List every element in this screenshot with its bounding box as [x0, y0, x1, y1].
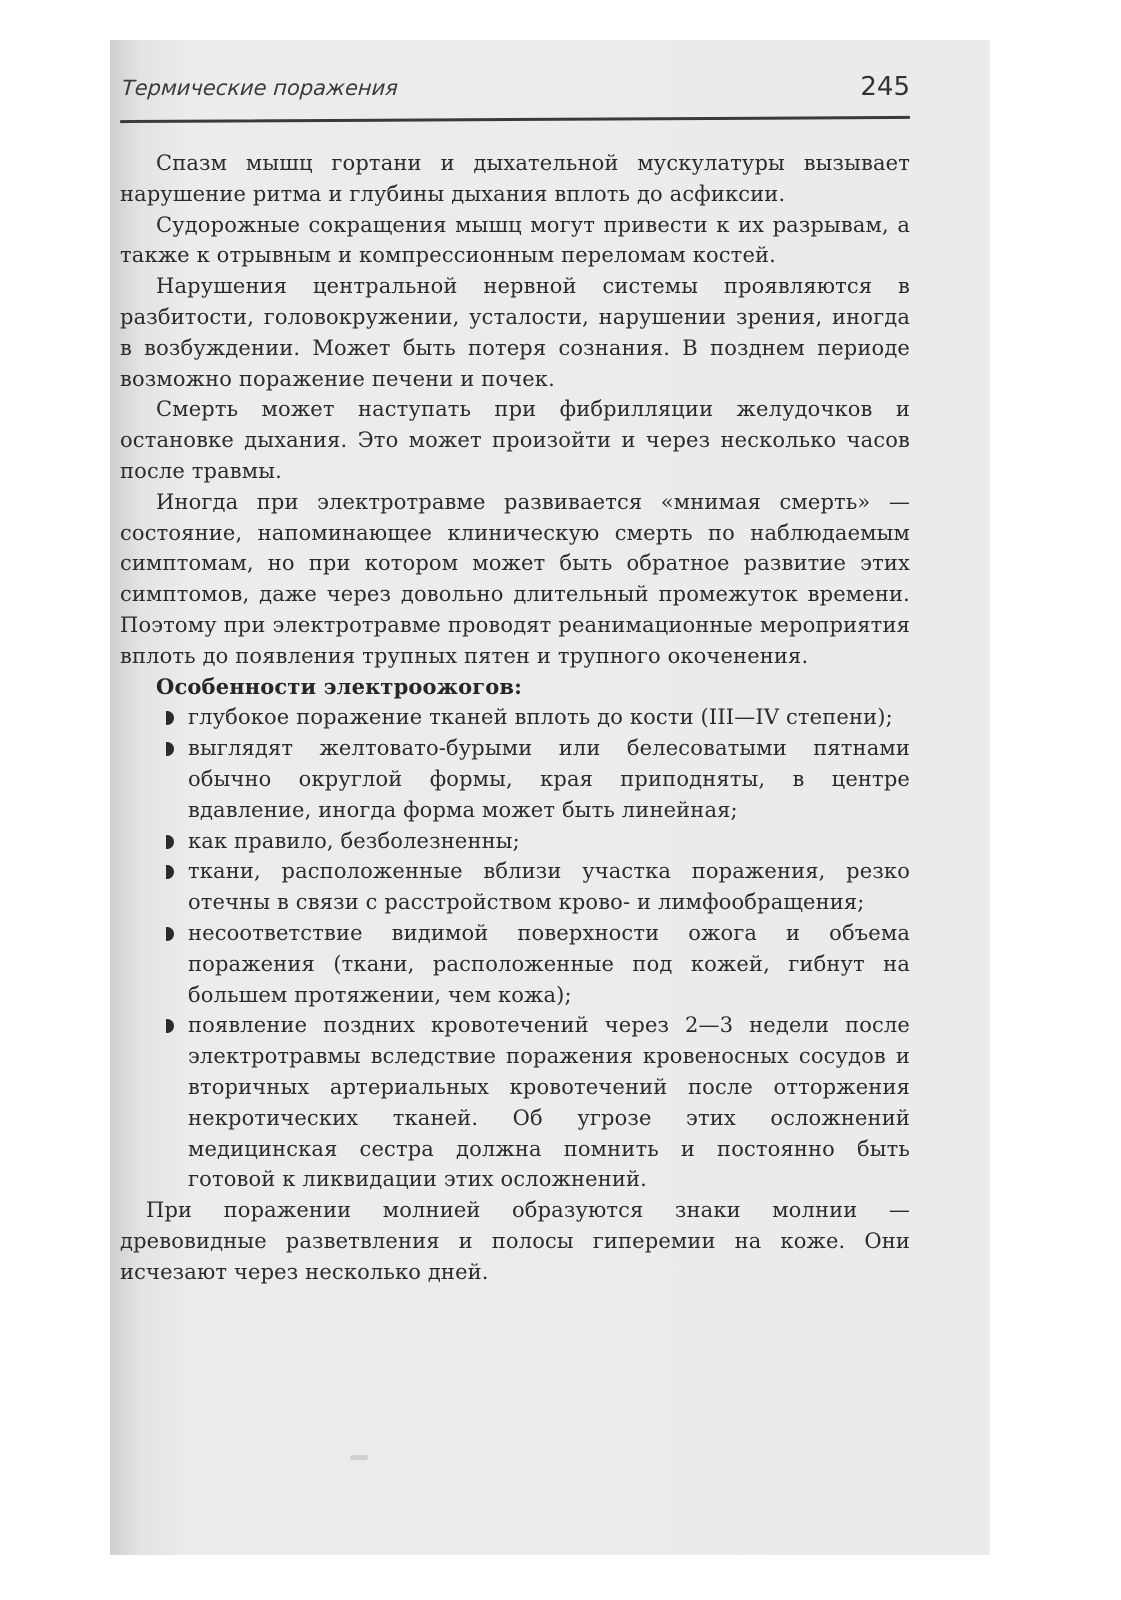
paragraph: Спазм мышц гортани и дыхательной мускулатуры вызывает нарушение ритма и глубины дыхания вплоть до асфиксии. — [120, 151, 910, 206]
list-item — [120, 856, 910, 918]
paragraph: Судорожные сокращения мышц могут привести к их разрывам, а также к отрывным и компрессионным переломам костей. — [120, 212, 910, 268]
list-item — [120, 1010, 910, 1195]
list-item-text: как правило, безболезненны; — [188, 828, 520, 853]
list-item-text: появление поздних кровотечений через 2—3 недели после электротравмы вследствие поражения кровеносных сосудов и вторичных артериальных кровотечений после отторжения некротических тканей. Об угрозе этих осложнений медицинская сестра должна помнить и постоянно быть готовой к ликвидации этих осложнений. — [188, 1013, 910, 1192]
list-item — [120, 733, 910, 825]
list-item — [120, 826, 910, 857]
header-rule — [120, 116, 910, 123]
bullet-list — [120, 702, 910, 1195]
book-page — [110, 40, 990, 1555]
list-item-text: ткани, расположенные вблизи участка поражения, резко отечны в связи с расстройством крово- и лимфообращения; — [188, 859, 910, 915]
bullet-icon — [166, 1019, 174, 1033]
running-head: Термические поражения — [121, 76, 399, 100]
paragraph: Нарушения центральной нервной системы проявляются в разбитости, головокружении, усталости, нарушении зрения, иногда в возбуждении. Может быть потеря сознания. В позднем периоде возможно поражение печени и почек. — [120, 274, 910, 391]
bullet-icon — [166, 927, 174, 941]
section-heading: Особенности электроожогов: — [156, 673, 523, 699]
list-item-text: глубокое поражение тканей вплоть до кости (III—IV степени); — [188, 705, 893, 730]
page-header — [122, 72, 910, 112]
list-item-text: несоответствие видимой поверхности ожога и объема поражения (ткани, расположенные под кожей, гибнут на большем протяжении, чем кожа); — [188, 920, 910, 1007]
paragraph: Иногда при электротравме развивается «мнимая смерть» — состояние, напоминающее клиническую смерть по наблюдаемым симптомам, но при котором может быть обратное развитие этих симптомов, даже через довольно длительный промежуток времени. Поэтому при электротравме проводят реанимационные мероприятия вплоть до появления трупных пятен и трупного окоченения. — [120, 489, 910, 668]
bullet-icon — [166, 711, 174, 725]
paragraph: Смерть может наступать при фибрилляции желудочков и остановке дыхания. Это может произойти и через несколько часов после травмы. — [120, 397, 910, 483]
bullet-icon — [166, 865, 174, 879]
list-item-text: выглядят желтовато-бурыми или белесоватыми пятнами обычно округлой формы, края приподняты, в центре вдавление, иногда форма может быть линейная; — [188, 736, 910, 822]
paragraph: При поражении молнией образуются знаки молнии — древовидные разветвления и полосы гиперемии на коже. Они исчезают через несколько дней. — [120, 1198, 910, 1284]
list-item — [120, 918, 910, 1010]
bullet-icon — [166, 835, 174, 849]
bullet-icon — [166, 742, 174, 756]
page-number: 245 — [860, 72, 910, 102]
list-item — [120, 702, 910, 733]
body-text — [120, 148, 910, 1287]
scan-smudge — [350, 1455, 368, 1460]
